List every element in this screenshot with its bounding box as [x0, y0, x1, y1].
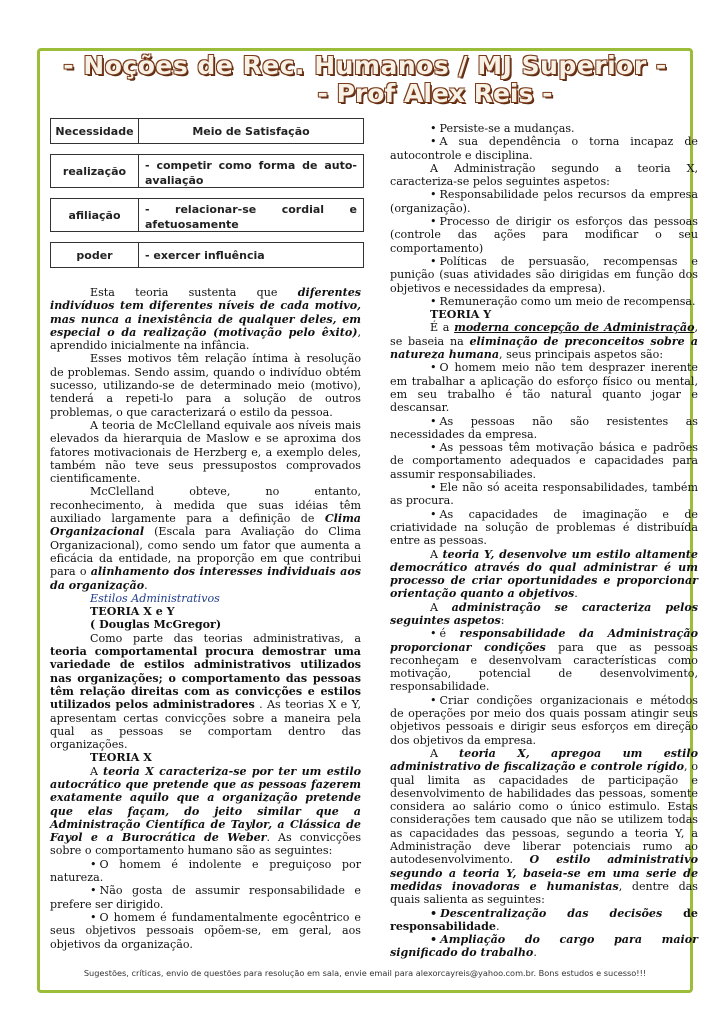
paragraph: A Administração segundo a teoria X, caracteriza-se pelos seguintes aspetos: [390, 161, 698, 189]
text: . [144, 578, 148, 592]
text: Esta teoria sustenta que [90, 286, 298, 299]
text: , se baseia na [390, 321, 698, 348]
bullet-text: • Ampliação do cargo para maior significado do trabalho [390, 933, 698, 959]
emphasis: O estilo administrativo segundo a teoria Y, baseia-se em uma serie de medidas inovadoras e humanistas [390, 853, 698, 893]
bullet-text: • Responsabilidade pelos recursos da empresa (organização). [390, 188, 698, 214]
text: para que as pessoas reconheçam e desenvolvam características como motivação, potencial de desenvolvimento, responsabilidade. [390, 640, 698, 694]
bullet-text: • Criar condições organizacionais e métodos de operações por meio dos quais possam atingir seus objetivos pessoais e dirigir seus esforços em direção dos objetivos da empresa. [390, 694, 698, 747]
table-row [50, 154, 364, 188]
table-cell-need: afiliação [51, 199, 139, 231]
text: McClelland obteve, no entanto, reconhecimento, à medida que suas idéias têm auxiliado largamente para a definição de [50, 485, 361, 526]
header-author: - Prof Alex Reis - [317, 79, 553, 108]
list-item [390, 441, 698, 481]
paragraph [50, 286, 361, 352]
text: A [430, 547, 443, 561]
list-item [50, 911, 361, 951]
list-item [390, 295, 698, 308]
paragraph [390, 601, 698, 628]
paragraph: A teoria de McClelland equivale aos níveis mais elevados da hierarquia de Maslow e se aproxima dos fatores motivacionais de Herzberg e, a exemplo deles, também não teve seus pressupostos comprovados cientificamente. [50, 418, 361, 486]
emphasis: teoria comportamental procura demostrar uma variedade de estilos administrativos utilizados nas organizações; o comportamento das pessoas têm relação direitas com as convicções e estilos utilizados pelos administradores [50, 645, 361, 712]
paragraph [50, 765, 361, 858]
section-heading: TEORIA X [90, 751, 152, 765]
bullet-text: • Não gosta de assumir responsabilidade e prefere ser dirigido. [50, 884, 361, 910]
table-row [50, 198, 364, 232]
emphasis: responsabilidade da Administração proporcionar condições [390, 627, 698, 654]
text: Como parte das teorias administrativas, a [90, 631, 361, 645]
list-item [390, 122, 698, 135]
bullet-text: • Remuneração como um meio de recompensa. [430, 295, 696, 308]
emphasis: diferentes indivíduos tem diferentes níveis de cada motivo, mas nunca a inexistência de qualquer deles, em especial o da realização (motivação pelo êxito) [50, 286, 361, 339]
text: . [495, 919, 500, 933]
text: , dentre das quais salienta as seguintes: [390, 879, 698, 907]
bullet-text: • O homem é indolente e preguiçoso por natureza. [50, 858, 361, 884]
text: . As teorias X e Y, apresentam certas convicções sobre a maneira pela qual as pessoas se comportam dentro das organizações. [50, 698, 361, 752]
table-cell-need: poder [51, 243, 139, 267]
section-subheading: ( Douglas McGregor) [90, 618, 222, 632]
bullet-text: • Ele não só aceita responsabilidades, também as procura. [390, 481, 698, 507]
list-item [50, 884, 361, 911]
list-item [390, 361, 698, 414]
right-column [390, 122, 698, 960]
bullet-text: • As capacidades de imaginação e de criatividade na solução de problemas é distribuída entre as pessoas. [390, 508, 698, 548]
bullet-text: • Persiste-se a mudanças. [430, 122, 575, 135]
bullet-text: • O homem meio não tem desprazer inerente em trabalhar a aplicação do esforço físico ou mental, em seu trabalho é tão natural quanto jogar e descansar. [390, 361, 698, 414]
paragraph [390, 548, 698, 601]
table-row [50, 242, 364, 268]
list-item [390, 508, 698, 548]
text: . [533, 946, 537, 960]
paragraph [50, 632, 361, 752]
table-header-row [50, 118, 364, 144]
left-column [50, 286, 361, 951]
text: A [90, 764, 104, 778]
bullet-text: • Processo de dirigir os esforços das pessoas (controle das ações para modificar o seu comportamento) [390, 215, 698, 255]
text: : [500, 613, 505, 627]
text: (Escala para Avaliação do Clima Organizacional), como sendo um fator que aumenta a eficácia da entidade, na proporção em que contribui para o [50, 525, 361, 579]
emphasis: teoria Y, desenvolve um estilo altamente democrático através do qual administrar é um processo de criar oportunidades e proporcionar orientação quanto a objetivos [390, 547, 698, 601]
emphasis: eliminação de preconceitos sobre a natureza humana [390, 334, 698, 362]
text: A [430, 600, 452, 614]
table-header-means: Meio de Satisfação [192, 124, 310, 138]
text: , aprendido inicialmente na infância. [50, 325, 361, 353]
list-item [390, 215, 698, 255]
list-item [390, 188, 698, 215]
text: . [574, 587, 578, 601]
text: , seus principais aspetos são: [499, 348, 664, 362]
emphasis: alinhamento dos interesses individuais aos da organização [50, 565, 361, 592]
emphasis: administração se caracteriza pelos seguintes aspetos [390, 600, 698, 627]
text: de responsabilidade [390, 906, 698, 933]
list-item [390, 415, 698, 442]
page-footer: Sugestões, críticas, envio de questões para resolução em sala, envie email para alexorcayreis@yahoo.com.br. Bons estudos e sucesso!!! [83, 968, 647, 978]
list-item [390, 907, 698, 934]
section-heading: Estilos Administrativos [90, 591, 220, 605]
emphasis: Clima Organizacional [50, 512, 361, 539]
table-cell-means: - competir como forma de auto-avaliação [145, 159, 357, 187]
bullet-text: • As pessoas não são resistentes as necessidades da empresa. [390, 415, 698, 441]
bullet-text: • O homem é fundamentalmente egocêntrico e seus objetivos pessoais opõem-se, em geral, aos objetivos da organização. [50, 911, 361, 951]
text: , o qual limita as capacidades de participação e desenvolvimento de habilidades das pessoas, somente considera ao salário como o único estimulo. Estas considerações tem causado que não se utilizem todas as capacidades das pessoas, segundo a teoria Y, a Administração deve liberar potenciais rumo ao autodesenvolvimento. [390, 760, 699, 867]
list-item [390, 255, 698, 295]
list-item [390, 481, 698, 508]
bullet-text: • A sua dependência o torna incapaz de autocontrole e disciplina. [390, 135, 698, 161]
table-header-need: Necessidade [51, 119, 139, 143]
text: . As convicções sobre o comportamento humano são as seguintes: [50, 831, 362, 858]
needs-table [50, 118, 364, 278]
list-item [390, 933, 698, 960]
bullet-text: • As pessoas têm motivação básica e padrões de comportamento adequados e capacidades para assumir responsabiliades. [390, 441, 698, 481]
text: A [430, 746, 460, 760]
paragraph [390, 747, 698, 907]
bullet-text: • é [430, 627, 459, 640]
header-title: - Noções de Rec. Humanos / MJ Superior - [63, 51, 667, 80]
paragraph [50, 485, 361, 591]
list-item [390, 135, 698, 162]
emphasis: teoria X caracteriza-se por ter um estilo autocrático que pretende que as pessoas fazerem exatamente aquilo que a organização pretende que elas façam, do jeito similar que a Administração Científica de Taylor, a Clássica de Fayol e a Burocrática de Weber [50, 764, 361, 845]
table-cell-need: realização [51, 155, 139, 187]
paragraph: Esses motivos têm relação íntima à resolução de problemas. Sendo assim, quando o indivíduo obtém sucesso, utilizando-se de determinado meio (motivo), tenderá a repeti-lo para a solução de outros problemas, o que caracterizará o estilo da pessoa. [50, 352, 361, 419]
table-cell-means: - exercer influência [145, 248, 265, 262]
emphasis: teoria X, apregoa um estilo administrativo de fiscalização e controle rígido [390, 746, 698, 774]
paragraph [390, 321, 698, 361]
text: É a [430, 321, 455, 335]
section-heading: TEORIA Y [430, 308, 492, 322]
section-heading: TEORIA X e Y [90, 605, 175, 619]
list-item [50, 858, 361, 885]
emphasis: moderna concepção de Administração [454, 321, 695, 335]
page-header [40, 52, 690, 108]
list-item [390, 694, 698, 747]
list-item [390, 627, 698, 693]
table-cell-means: - relacionar-se cordial e afetuosamente [145, 203, 357, 231]
bullet-text: • Descentralização das decisões [430, 907, 662, 920]
bullet-text: • Políticas de persuasão, recompensas e punição (suas atividades são dirigidas em função dos objetivos e necessidades da empresa). [390, 255, 698, 295]
